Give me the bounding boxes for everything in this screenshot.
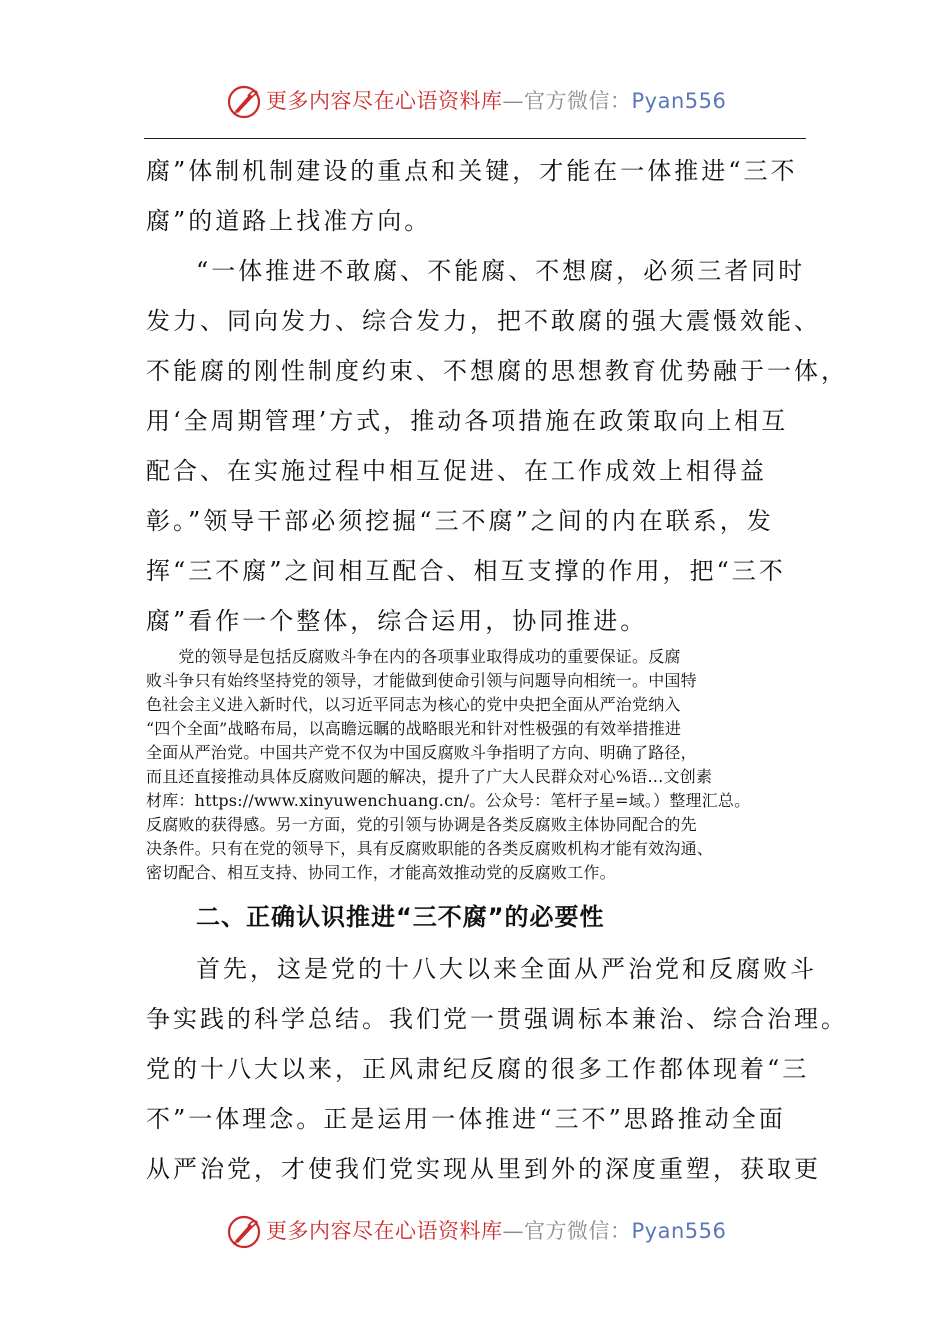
- header-divider: [144, 138, 806, 139]
- text-line: 用‘全周期管理’方式，推动各项措施在政策取向上相互: [146, 407, 789, 435]
- quill-pen-logo-icon: [226, 84, 262, 120]
- small-text-line: 色社会主义进入新时代，以习近平同志为核心的党中央把全面从严治党纳入: [146, 695, 681, 714]
- small-text-line: 党的领导是包括反腐败斗争在内的各项事业取得成功的重要保证。反腐: [146, 647, 681, 666]
- text-line: 腐”的道路上找准方向。: [146, 207, 432, 235]
- banner-wechat-id: Pyan556: [631, 1219, 727, 1243]
- banner-text: [266, 88, 726, 114]
- quill-pen-logo-icon: [226, 1214, 262, 1250]
- text-line: 首先，这是党的十八大以来全面从严治党和反腐败斗: [196, 955, 817, 983]
- banner-gray-text: —官方微信：: [502, 89, 632, 113]
- small-text-line: “四个全面”战略布局，以高瞻远瞩的战略眼光和针对性极强的有效举措推进: [146, 719, 682, 738]
- banner-red-text: 更多内容尽在心语资料库: [266, 1219, 503, 1243]
- small-text-line: 败斗争只有始终坚持党的领导，才能做到使命引领与问题导向相统一。中国特: [146, 671, 697, 690]
- small-text-line: 全面从严治党。中国共产党不仅为中国反腐败斗争指明了方向、明确了路径，: [146, 743, 697, 762]
- banner-gray-text: —官方微信：: [502, 1219, 632, 1243]
- text-line: “一体推进不敢腐、不能腐、不想腐，必须三者同时: [196, 257, 806, 285]
- footer-banner: [0, 1212, 950, 1252]
- text-line: 党的十八大以来，正风肃纪反腐的很多工作都体现着“三: [146, 1055, 810, 1083]
- text-line: 腐”看作一个整体，综合运用，协同推进。: [146, 607, 648, 635]
- banner-wechat-id: Pyan556: [631, 89, 727, 113]
- text-line: 从严治党，才使我们党实现从里到外的深度重塑，获取更: [146, 1155, 821, 1183]
- text-line: 配合、在实施过程中相互促进、在工作成效上相得益: [146, 457, 767, 485]
- text-line: 争实践的科学总结。我们党一贯强调标本兼治、综合治理。: [146, 1005, 848, 1033]
- banner-text: [266, 1218, 726, 1244]
- small-text-line: 决条件。只有在党的领导下，具有反腐败职能的各类反腐败机构才能有效沟通、: [146, 839, 714, 858]
- header-banner: [0, 82, 950, 122]
- text-line: 不”一体理念。正是运用一体推进“三不”思路推动全面: [146, 1105, 786, 1133]
- small-text-line: 材库：https://www.xinyuwenchuang.cn/。公众号：笔杆子星=域。）整理汇总。: [146, 791, 751, 810]
- small-text-line: 而且还直接推动具体反腐败问题的解决，提升了广大人民群众对心%语…文创素: [146, 767, 713, 786]
- text-line: 不能腐的刚性制度约束、不想腐的思想教育优势融于一体，: [146, 357, 848, 385]
- text-line: 彰。”领导干部必须挖掘“三不腐”之间的内在联系，发: [146, 507, 774, 535]
- text-line: 发力、同向发力、综合发力，把不敢腐的强大震慑效能、: [146, 307, 821, 335]
- text-line: 挥“三不腐”之间相互配合、相互支撑的作用，把“三不: [146, 557, 786, 585]
- section-heading: 二、正确认识推进“三不腐”的必要性: [196, 903, 605, 931]
- banner-red-text: 更多内容尽在心语资料库: [266, 89, 503, 113]
- small-text-line: 密切配合、相互支持、协同工作，才能高效推动党的反腐败工作。: [146, 863, 616, 882]
- text-line: 腐”体制机制建设的重点和关键，才能在一体推进“三不: [146, 157, 798, 185]
- small-text-line: 反腐败的获得感。另一方面，党的引领与协调是各类反腐败主体协同配合的先: [146, 815, 697, 834]
